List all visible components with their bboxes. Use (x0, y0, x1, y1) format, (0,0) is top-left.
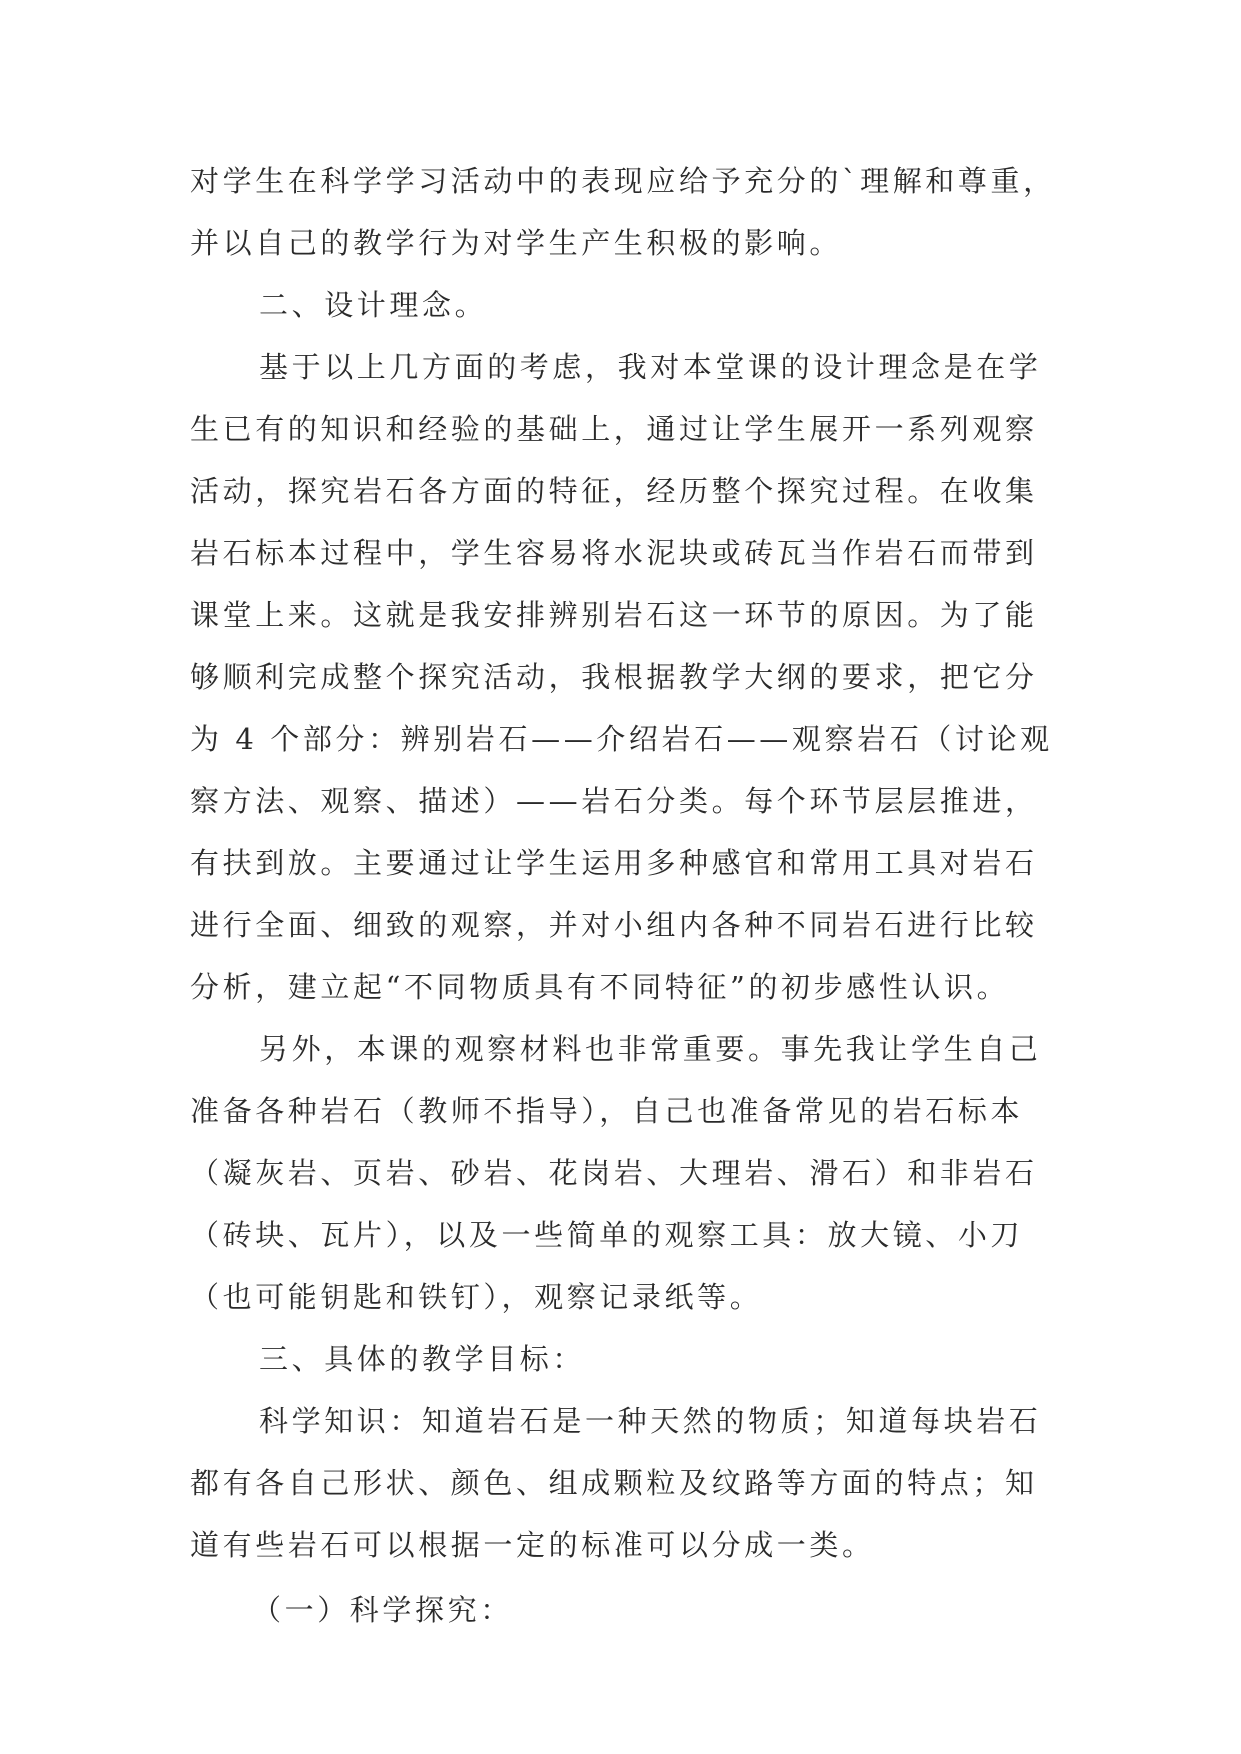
subsection-heading: （一）科学探究： (252, 1593, 513, 1627)
text-line: （凝灰岩、页岩、砂岩、花岗岩、大理岩、滑石）和非岩石 (190, 1156, 1038, 1190)
text-line: 分析，建立起“不同物质具有不同特征”的初步感性认识。 (190, 970, 1010, 1004)
text-line: 课堂上来。这就是我安排辨别岩石这一环节的原因。为了能 (190, 598, 1038, 632)
document-body (190, 150, 1056, 1641)
text-line: 有扶到放。主要通过让学生运用多种感官和常用工具对岩石 (190, 846, 1038, 880)
text-line: 基于以上几方面的考虑，我对本堂课的设计理念是在学 (259, 350, 1042, 384)
text-line: （砖块、瓦片），以及一些简单的观察工具：放大镜、小刀 (190, 1218, 1024, 1252)
text-line: 为 4 个部分：辨别岩石——介绍岩石——观察岩石（讨论观 (190, 722, 1053, 756)
text-line: 科学知识：知道岩石是一种天然的物质；知道每块岩石 (259, 1404, 1042, 1438)
text-line: 道有些岩石可以根据一定的标准可以分成一类。 (190, 1528, 875, 1562)
text-line: 进行全面、细致的观察，并对小组内各种不同岩石进行比较 (190, 908, 1038, 942)
text-line: 并以自己的教学行为对学生产生积极的影响。 (190, 226, 843, 260)
section-heading: 三、具体的教学目标： (259, 1342, 586, 1376)
text-line: 对学生在科学学习活动中的表现应给予充分的`理解和尊重， (190, 164, 1056, 198)
text-line: 活动，探究岩石各方面的特征，经历整个探究过程。在收集 (190, 474, 1038, 508)
text-line: 够顺利完成整个探究活动，我根据教学大纲的要求，把它分 (190, 660, 1038, 694)
text-line: 岩石标本过程中，学生容易将水泥块或砖瓦当作岩石而带到 (190, 536, 1038, 570)
text-line: 生已有的知识和经验的基础上，通过让学生展开一系列观察 (190, 412, 1038, 446)
text-line: 察方法、观察、描述）——岩石分类。每个环节层层推进， (190, 784, 1038, 818)
text-line: 另外，本课的观察材料也非常重要。事先我让学生自己 (259, 1032, 1042, 1066)
text-line: （也可能钥匙和铁钉），观察记录纸等。 (190, 1280, 763, 1314)
text-line: 准备各种岩石（教师不指导），自己也准备常见的岩石标本 (190, 1094, 1024, 1128)
section-heading: 二、设计理念。 (259, 288, 488, 322)
text-line: 都有各自己形状、颜色、组成颗粒及纹路等方面的特点；知 (190, 1466, 1038, 1500)
